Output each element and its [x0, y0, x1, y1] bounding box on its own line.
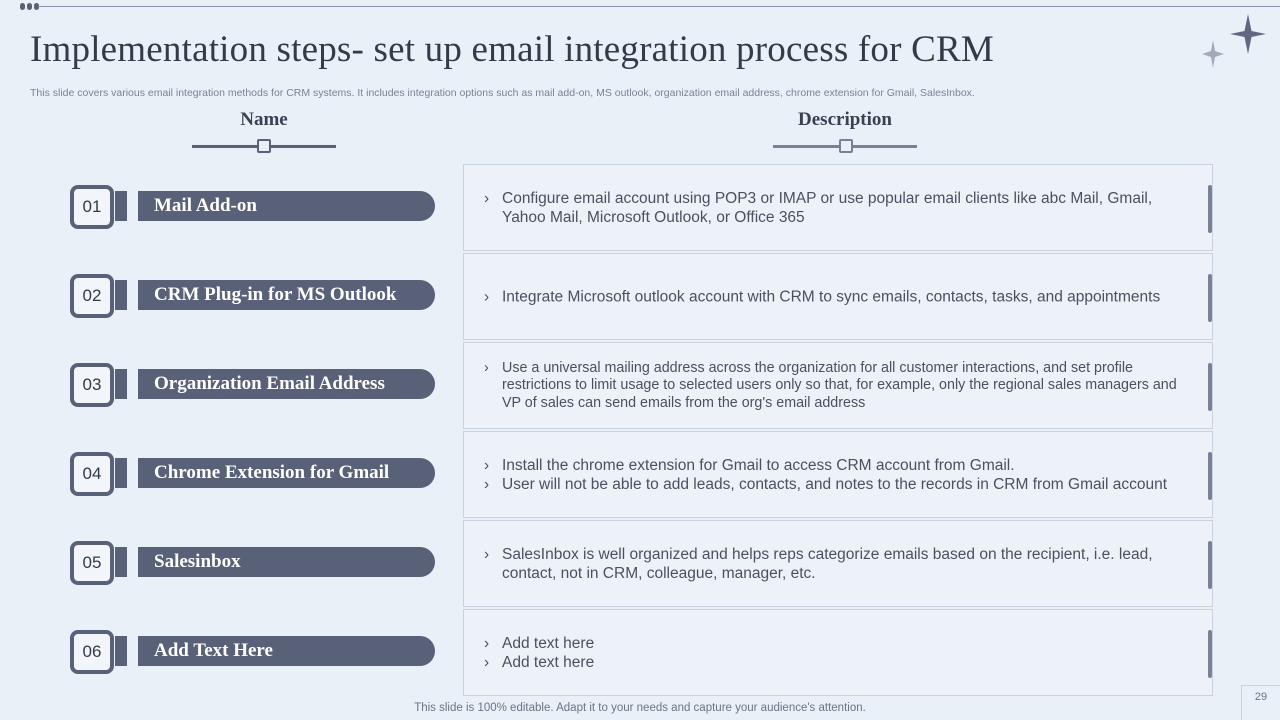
- description-item: › Use a universal mailing address across the organization for all customer interactions, and set profile restrictions to limit usage to selected users only so that, for example, only the regional sales managers and VP of sales can send emails from the org's email address: [484, 359, 1190, 412]
- step-name-label: Mail Add-on: [138, 191, 435, 221]
- description-item: › Add text here: [484, 653, 1190, 672]
- top-dots-decoration: [20, 3, 39, 10]
- step-description-box: [463, 520, 1213, 607]
- column-header-description: Description: [798, 109, 892, 130]
- badge-connector: [115, 369, 127, 399]
- description-list: [484, 359, 1190, 412]
- description-list: [484, 634, 1190, 672]
- description-item: › Configure email account using POP3 or IMAP or use popular email clients like abc Mail, Gmail, Yahoo Mail, Microsoft Outlook, or Office 365: [484, 189, 1190, 227]
- description-item: › Add text here: [484, 634, 1190, 653]
- slide-footer: This slide is 100% editable. Adapt it to your needs and capture your audience's attention.: [414, 702, 866, 714]
- step-description-box: [463, 431, 1213, 518]
- step-number-badge: 01: [70, 185, 114, 229]
- description-item: › Install the chrome extension for Gmail to access CRM account from Gmail.: [484, 456, 1190, 475]
- description-item: › User will not be able to add leads, contacts, and notes to the records in CRM from Gmail account: [484, 475, 1190, 494]
- box-accent-bar: [1208, 541, 1212, 589]
- description-item: › SalesInbox is well organized and helps reps categorize emails based on the recipient, i.e. lead, contact, not in CRM, colleague, manager, etc.: [484, 545, 1190, 583]
- step-name-label: Chrome Extension for Gmail: [138, 458, 435, 488]
- box-accent-bar: [1208, 630, 1212, 678]
- page-number: 29: [1241, 685, 1280, 720]
- badge-connector: [115, 636, 127, 666]
- slide-subtitle: This slide covers various email integration methods for CRM systems. It includes integration options such as mail add-on, MS outlook, organization email address, chrome extension for Gmail, SalesInbox.: [30, 87, 975, 99]
- top-rule: [38, 6, 1280, 7]
- step-name-label: CRM Plug-in for MS Outlook: [138, 280, 435, 310]
- step-description-box: [463, 609, 1213, 696]
- box-accent-bar: [1208, 363, 1212, 411]
- step-number-badge: 05: [70, 541, 114, 585]
- step-name-label: Organization Email Address: [138, 369, 435, 399]
- badge-connector: [115, 280, 127, 310]
- box-accent-bar: [1208, 452, 1212, 500]
- name-header-underline: [192, 145, 336, 148]
- description-list: [484, 456, 1190, 494]
- badge-connector: [115, 191, 127, 221]
- step-description-box: [463, 253, 1213, 340]
- step-number-badge: 06: [70, 630, 114, 674]
- description-header-underline: [773, 145, 917, 148]
- step-number-badge: 02: [70, 274, 114, 318]
- step-number-badge: 04: [70, 452, 114, 496]
- step-description-box: [463, 342, 1213, 429]
- column-header-name: Name: [240, 109, 288, 130]
- badge-connector: [115, 458, 127, 488]
- description-list: [484, 189, 1190, 227]
- slide-title: Implementation steps- set up email integration process for CRM: [30, 29, 994, 70]
- box-accent-bar: [1208, 185, 1212, 233]
- name-header-knob: [257, 139, 271, 153]
- sparkle-star-icon: [1196, 10, 1270, 72]
- badge-connector: [115, 547, 127, 577]
- step-number-badge: 03: [70, 363, 114, 407]
- description-item: › Integrate Microsoft outlook account with CRM to sync emails, contacts, tasks, and appointments: [484, 287, 1190, 306]
- step-description-box: [463, 164, 1213, 251]
- description-list: [484, 287, 1190, 306]
- description-list: [484, 545, 1190, 583]
- step-name-label: Salesinbox: [138, 547, 435, 577]
- box-accent-bar: [1208, 274, 1212, 322]
- step-name-label: Add Text Here: [138, 636, 435, 666]
- description-header-knob: [839, 139, 853, 153]
